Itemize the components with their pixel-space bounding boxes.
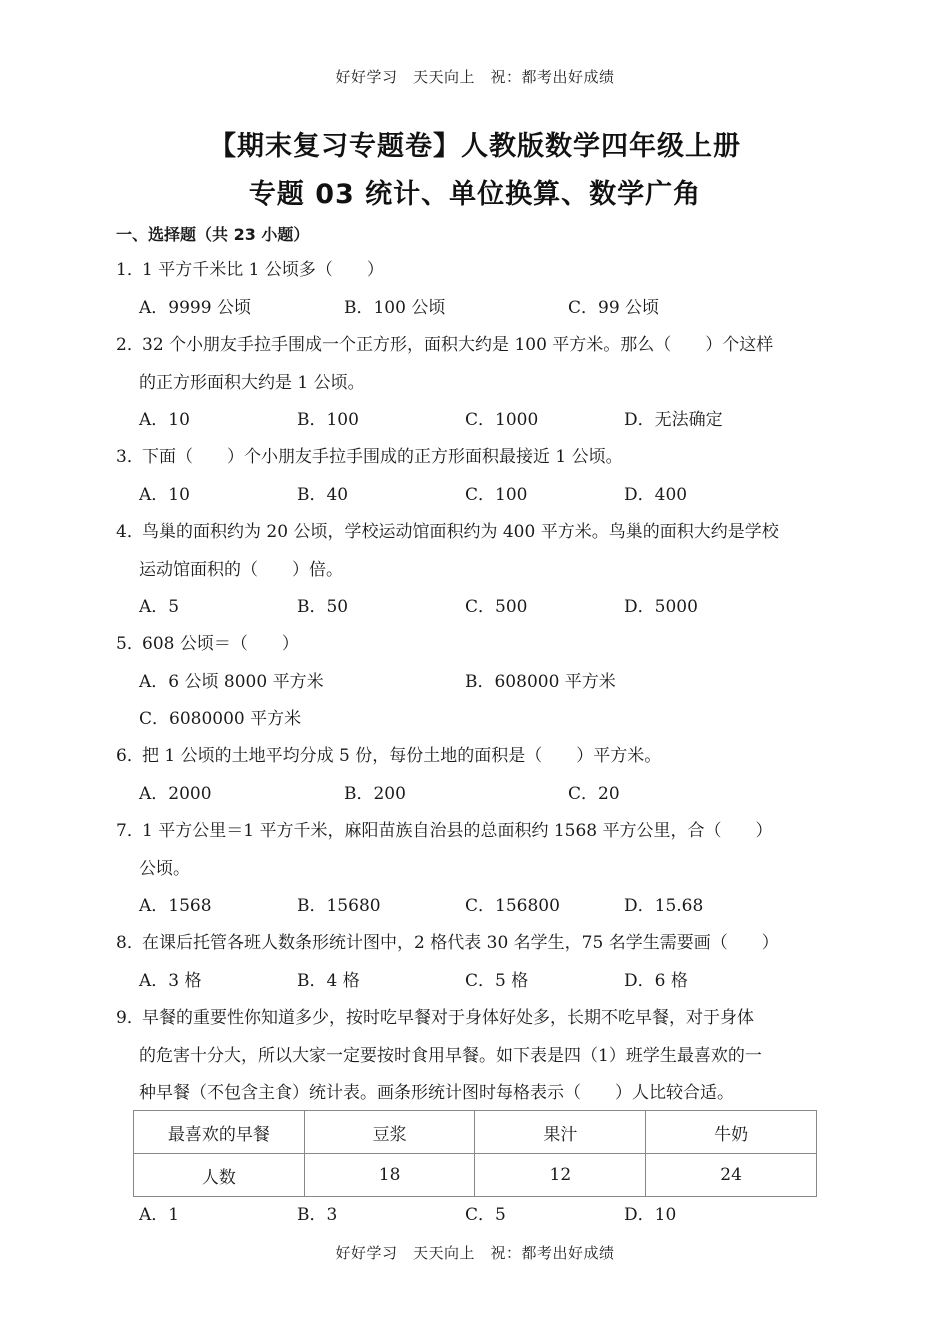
question-number: 5． xyxy=(116,634,144,654)
option-a: A．1568 xyxy=(139,896,212,916)
table-cell: 人数 xyxy=(134,1154,305,1197)
document-subtitle: 专题 03 统计、单位换算、数学广角 xyxy=(248,179,702,210)
option-b: B．50 xyxy=(297,597,349,617)
question-text: 1 平方千米比 1 公顷多（ ） xyxy=(142,260,384,280)
question-number: 8． xyxy=(116,933,144,953)
question-number: 4． xyxy=(116,522,144,542)
section-heading: 一、选择题（共 23 小题） xyxy=(116,225,310,244)
question-number: 6． xyxy=(116,746,144,766)
question-text: 的正方形面积大约是 1 公顷。 xyxy=(139,373,365,393)
option-d: D．6 格 xyxy=(624,971,688,991)
option-d: D．400 xyxy=(624,485,688,505)
option-d: D．无法确定 xyxy=(624,410,723,430)
question-text: 32 个小朋友手拉手围成一个正方形，面积大约是 100 平方米。那么（ ）个这样 xyxy=(142,335,774,355)
question-number: 7． xyxy=(116,821,144,841)
option-a: A．10 xyxy=(139,485,190,505)
document-title: 【期末复习专题卷】人教版数学四年级上册 xyxy=(209,131,741,162)
option-a: A．5 xyxy=(139,597,180,617)
table-row xyxy=(134,1154,817,1197)
option-b: B．100 xyxy=(297,410,359,430)
question-number: 2． xyxy=(116,335,144,355)
option-b: B．4 格 xyxy=(297,971,360,991)
option-c: C．6080000 平方米 xyxy=(139,709,302,729)
question-number: 1． xyxy=(116,260,144,280)
option-a: A．6 公顷 8000 平方米 xyxy=(139,672,324,692)
option-b: B．40 xyxy=(297,485,349,505)
option-b: B．100 公顷 xyxy=(344,298,446,318)
option-b: B．608000 平方米 xyxy=(465,672,616,692)
option-c: C．20 xyxy=(568,784,620,804)
option-c: C．5 xyxy=(465,1205,506,1225)
option-d: D．15.68 xyxy=(624,896,704,916)
question-number: 9． xyxy=(116,1008,144,1028)
table-cell: 牛奶 xyxy=(646,1111,817,1154)
option-d: D．10 xyxy=(624,1205,677,1225)
question-text: 鸟巢的面积约为 20 公顷，学校运动馆面积约为 400 平方米。鸟巢的面积大约是学校 xyxy=(142,522,779,542)
option-a: A．10 xyxy=(139,410,190,430)
table-cell: 豆浆 xyxy=(304,1111,475,1154)
table-cell: 18 xyxy=(304,1154,475,1197)
option-c: C．5 格 xyxy=(465,971,529,991)
question-number: 3． xyxy=(116,447,144,467)
page-footer: 好好学习 天天向上 祝：都考出好成绩 xyxy=(335,1244,615,1262)
option-a: A．3 格 xyxy=(139,971,202,991)
option-b: B．3 xyxy=(297,1205,338,1225)
option-c: C．1000 xyxy=(465,410,539,430)
option-c: C．99 公顷 xyxy=(568,298,660,318)
table-cell: 果汁 xyxy=(475,1111,646,1154)
question-text: 把 1 公顷的土地平均分成 5 份，每份土地的面积是（ ）平方米。 xyxy=(142,746,662,766)
option-c: C．156800 xyxy=(465,896,560,916)
table-header-row xyxy=(134,1111,817,1154)
option-d: D．5000 xyxy=(624,597,698,617)
question-text: 在课后托管各班人数条形统计图中，2 格代表 30 名学生，75 名学生需要画（ ） xyxy=(142,933,779,953)
page-header: 好好学习 天天向上 祝：都考出好成绩 xyxy=(335,68,615,86)
breakfast-table xyxy=(133,1110,817,1197)
option-a: A．9999 公顷 xyxy=(139,298,251,318)
question-text: 下面（ ）个小朋友手拉手围成的正方形面积最接近 1 公顷。 xyxy=(142,447,623,467)
question-text: 1 平方公里＝1 平方千米，麻阳苗族自治县的总面积约 1568 平方公里，合（ ） xyxy=(142,821,773,841)
option-a: A．1 xyxy=(139,1205,180,1225)
option-c: C．500 xyxy=(465,597,528,617)
table-cell: 最喜欢的早餐 xyxy=(134,1111,305,1154)
table-cell: 24 xyxy=(646,1154,817,1197)
option-b: B．200 xyxy=(344,784,406,804)
question-text: 的危害十分大，所以大家一定要按时食用早餐。如下表是四（1）班学生最喜欢的一 xyxy=(139,1046,762,1066)
option-b: B．15680 xyxy=(297,896,381,916)
option-a: A．2000 xyxy=(139,784,212,804)
question-text: 公顷。 xyxy=(139,859,190,879)
question-text: 运动馆面积的（ ）倍。 xyxy=(139,560,343,580)
table-cell: 12 xyxy=(475,1154,646,1197)
question-text: 早餐的重要性你知道多少，按时吃早餐对于身体好处多，长期不吃早餐，对于身体 xyxy=(142,1008,754,1028)
option-c: C．100 xyxy=(465,485,528,505)
question-text: 种早餐（不包含主食）统计表。画条形统计图时每格表示（ ）人比较合适。 xyxy=(139,1083,734,1103)
question-text: 608 公顷＝（ ） xyxy=(142,634,299,654)
